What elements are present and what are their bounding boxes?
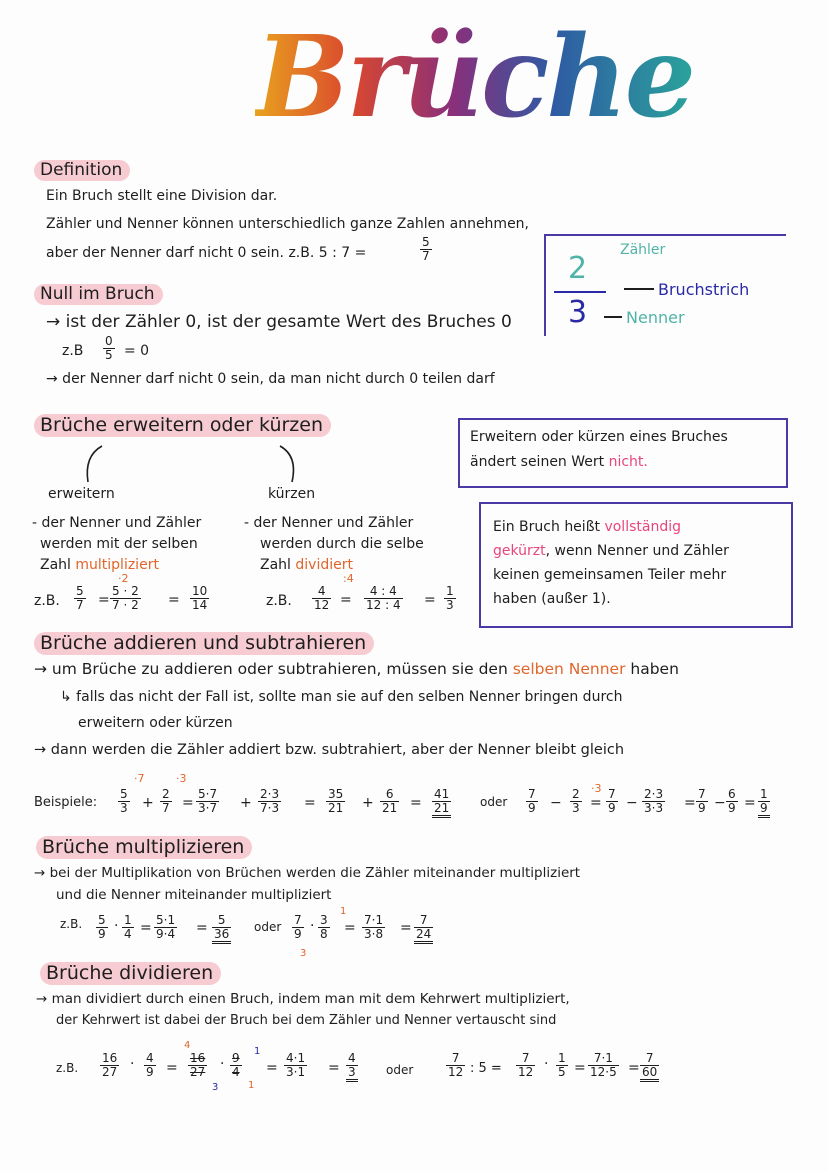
beispiele-label: Beispiele: [34,795,98,810]
equals-sign: = [182,795,194,811]
branch-arcs [70,440,330,490]
div-cancel-2: 3 [212,1082,219,1093]
mult-ex2-f1: 7 9 [294,913,302,941]
addieren-heading: Brüche addieren und subtrahieren [34,632,374,655]
note-box [458,418,788,488]
diagram-pointer-bar [624,288,654,290]
mult-ex2-f4: 7 24 [414,914,433,944]
mult-oder: oder [254,920,282,934]
div-prefix: z.B. [56,1061,79,1075]
fraction-diagram [546,236,782,334]
addieren-accent: selben Nenner [512,660,626,678]
plus-sign: + [240,795,252,811]
mult-ex1-f4: 5 36 [212,914,231,944]
equals-sign: = [424,592,436,608]
equals-sign: = [196,920,208,936]
div-cancel-3: 1 [254,1046,261,1057]
add-oder: oder [480,795,508,809]
addieren-line-3: erweitern oder kürzen [78,715,233,731]
null-example-result: = 0 [124,343,150,359]
add-ex2-f2: 2 3 [572,787,580,815]
kuerzen-example-f1: 4 12 [314,584,330,612]
definition-heading: Definition [34,160,130,181]
minus-sign: − [714,795,726,811]
times-sign: · [220,1056,225,1072]
multiplizieren-line-1: → bei der Multiplikation von Brüchen werden die Zähler miteinander multipliziert [34,865,581,881]
add-ex2-f6: 6 9 [728,787,736,815]
erweitern-example-f3: 10 14 [192,584,208,612]
kuerzen-example-f3: 1 3 [446,584,454,612]
page-title: Brüche [255,12,693,143]
null-example-prefix: z.B [62,343,84,359]
erweitern-example-f2: 5 · 2 7 · 2 [112,584,139,612]
add-ex1-f5: 35 21 [328,787,344,815]
null-example-fraction: 0 5 [105,334,113,362]
erweitern-example-f1: 5 7 [76,584,84,612]
equals-sign: = [684,795,696,811]
plus-sign: + [362,795,374,811]
kuerzen-example-f2: 4 : 4 12 : 4 [366,584,401,612]
null-heading: Null im Bruch [34,284,163,305]
dividieren-line-2: der Kehrwert ist dabei der Bruch bei dem Zähler und Nenner vertauscht sind [56,1013,557,1028]
add-ex1-f6: 6 21 [382,787,398,815]
box2-accent-2: gekürzt [493,543,546,559]
div-ex2-f1: 7 12 [448,1051,464,1079]
div-cancel-1: 4 [184,1040,191,1051]
dividieren-line-1: → man dividiert durch einen Bruch, indem man mit dem Kehrwert multipliziert, [36,991,570,1007]
kuerzen-line-3: Zahl [260,557,296,573]
equals-sign: = [168,592,180,608]
equals-sign: = [628,1060,640,1076]
div-ex1-f1: 16 27 [102,1051,118,1079]
div-ex1-f4: 9 4 [232,1051,240,1079]
note-accent: nicht. [608,454,648,470]
multiplizieren-line-2: und die Nenner miteinander multipliziert [56,887,332,903]
equals-sign: = [98,592,110,608]
diagram-numerator: 2 [568,251,588,286]
diagram-fraction-bar [554,291,606,293]
equals-sign: = [744,795,756,811]
kuerzen-marker: :4 [343,572,354,585]
note-line-1: Erweitern oder kürzen eines Bruches [470,429,728,445]
minus-sign: − [550,795,562,811]
add-marker-1: ·7 [134,772,145,785]
add-ex2-f5: 7 9 [698,787,706,815]
erweitern-accent: multipliziert [75,557,159,573]
null-line-1: → ist der Zähler 0, ist der gesamte Wert des Bruches 0 [46,312,512,332]
kuerzen-accent: dividiert [295,557,353,573]
mult-cancel-top: 1 [340,906,347,917]
mult-ex1-f2: 1 4 [124,913,132,941]
add-ex1-f7: 41 21 [432,788,451,818]
equals-sign: = [574,1060,586,1076]
div-ex2-f2: 7 12 [518,1051,534,1079]
minus-sign: − [626,795,638,811]
diagram-pointer-denominator [604,316,622,318]
addieren-line-1-post: haben [625,660,679,678]
equals-sign: = [340,592,352,608]
equals-sign: = [344,920,356,936]
div-ex1-f5: 4·1 3·1 [286,1051,306,1079]
definition-line-1: Ein Bruch stellt eine Division dar. [46,188,278,204]
addieren-line-4: → dann werden die Zähler addiert bzw. subtrahiert, aber der Nenner bleibt gleich [34,742,625,758]
diagram-label-numerator: Zähler [620,242,666,258]
add-ex1-f4: 2·3 7·3 [260,787,280,815]
erweitern-kuerzen-heading: Brüche erweitern oder kürzen [34,414,331,437]
add-ex2-f4: 2·3 3·3 [644,787,664,815]
box2-accent-1: vollständig [604,519,681,535]
diagram-label-bar: Bruchstrich [658,280,750,299]
definition-line-2: Zähler und Nenner können unterschiedlich ganze Zahlen annehmen, [46,216,530,232]
equals-sign: = [266,1060,278,1076]
mult-ex2-f2: 3 8 [320,913,328,941]
add-ex1-f2: 2 7 [162,787,170,815]
erweitern-line-1: - der Nenner und Zähler [32,515,202,531]
addieren-line-2: ↳ falls das nicht der Fall ist, sollte man sie auf den selben Nenner bringen durch [60,689,623,705]
definition-line-3: aber der Nenner darf nicht 0 sein. z.B. 5 : 7 = [46,245,367,261]
times-sign: · [310,918,315,934]
null-line-2: → der Nenner darf nicht 0 sein, da man nicht durch 0 teilen darf [46,371,495,387]
add-ex1-f3: 5·7 3·7 [198,787,218,815]
mult-ex1-f3: 5·1 9·4 [156,913,176,941]
kuerzen-line-2: werden durch die selbe [260,536,424,552]
equals-sign: = [590,795,602,811]
note-line-2: ändert seinen Wert [470,454,609,470]
times-sign: · [130,1056,135,1072]
box2-line-1: Ein Bruch heißt [493,519,605,535]
add-ex1-f1: 5 3 [120,787,128,815]
dividieren-heading: Brüche dividieren [40,962,221,985]
div-oder: oder [386,1063,414,1077]
equals-sign: = [400,920,412,936]
diagram-label-denominator: Nenner [626,308,685,327]
add-marker-2: ·3 [176,772,187,785]
equals-sign: = [410,795,422,811]
div-ex2-f5: 7 60 [640,1052,659,1082]
box2-line-2: , wenn Nenner und Zähler [545,543,729,559]
div-ex2-f4: 7·1 12·5 [590,1051,617,1079]
equals-sign: = [328,1060,340,1076]
add-marker-3: ·3 [591,782,602,795]
add-ex2-f1: 7 9 [528,787,536,815]
multiplizieren-heading: Brüche multiplizieren [36,836,252,859]
add-ex2-f3: 7 9 [608,787,616,815]
erweitern-line-3: Zahl [40,557,76,573]
div-cancel-4: 1 [248,1080,255,1091]
erweitern-marker: ·2 [118,572,129,585]
definition-example-fraction: 5 7 [422,235,430,263]
addieren-line-1: → um Brüche zu addieren oder subtrahieren, müssen sie den [34,660,513,678]
equals-sign: = [304,795,316,811]
box2-line-3: keinen gemeinsamen Teiler mehr [493,567,727,583]
mult-cancel-bottom: 3 [300,948,307,959]
add-ex2-f7: 1 9 [758,788,770,818]
div-ex2-f3: 1 5 [558,1051,566,1079]
equals-sign: = [140,920,152,936]
div-ex1-f2: 4 9 [146,1051,154,1079]
kuerzen-line-1: - der Nenner und Zähler [244,515,414,531]
times-sign: · [544,1056,549,1072]
div-ex1-f3: 16 27 [190,1051,206,1079]
box2-line-4: haben (außer 1). [493,591,611,607]
mult-ex2-f3: 7·1 3·8 [364,913,384,941]
mult-ex1-f1: 5 9 [98,913,106,941]
erweitern-example-prefix: z.B. [34,593,60,609]
mult-prefix: z.B. [60,917,83,931]
div-ex1-f6: 4 3 [346,1052,358,1082]
kuerzen-title: kürzen [268,486,316,502]
div-ex2-div: : 5 = [470,1061,502,1076]
vollstaendig-gekuerzt-box [479,502,793,628]
plus-sign: + [142,795,154,811]
diagram-denominator: 3 [568,295,588,330]
times-sign: · [114,918,119,934]
equals-sign: = [166,1060,178,1076]
erweitern-title: erweitern [48,486,115,502]
kuerzen-example-prefix: z.B. [266,593,292,609]
erweitern-line-2: werden mit der selben [40,536,198,552]
